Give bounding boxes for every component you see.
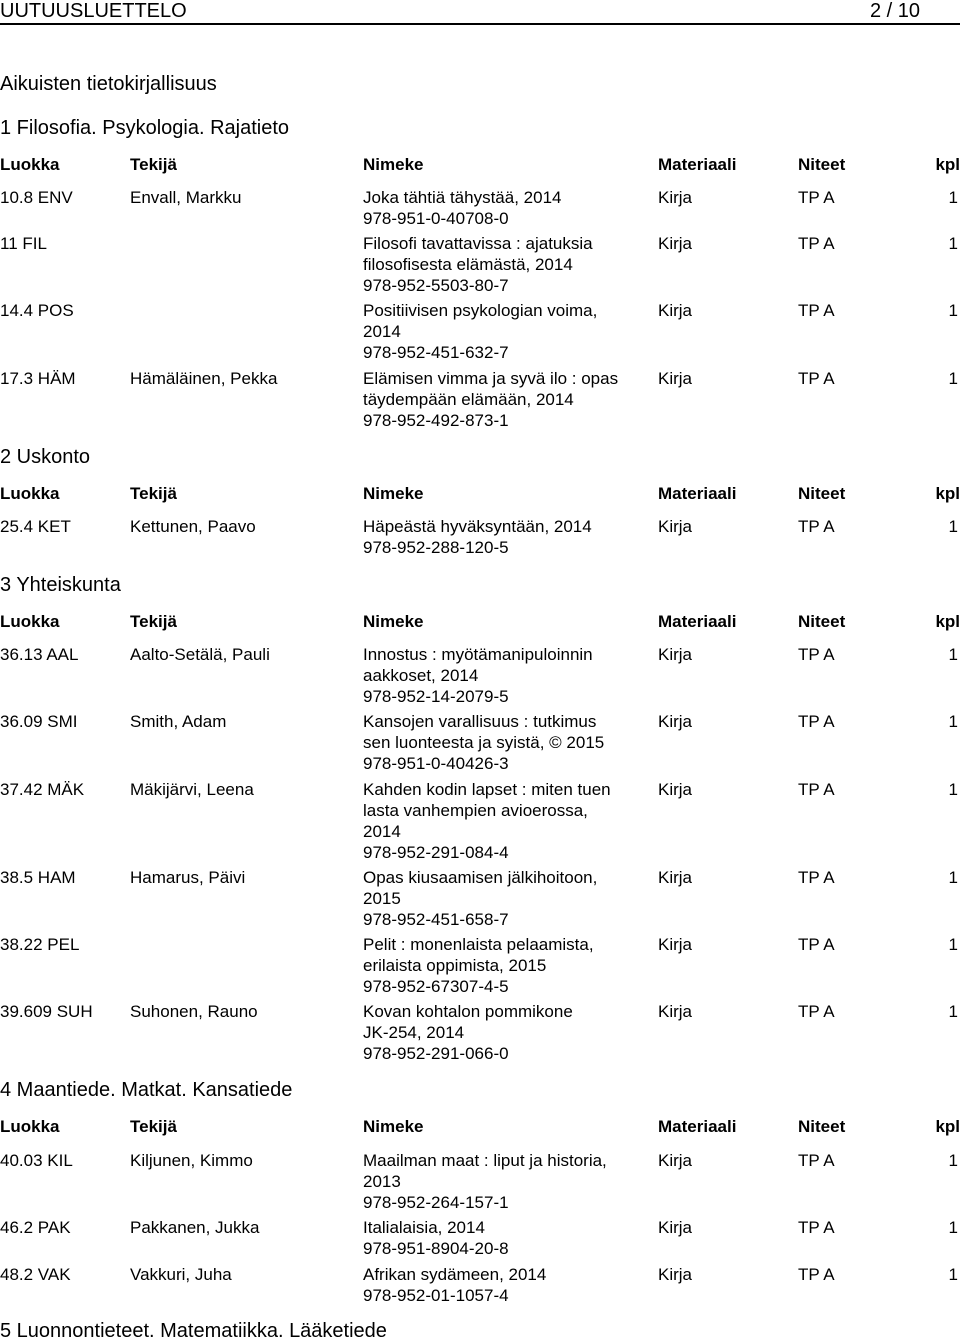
column-header-tekija: Tekijä (130, 1117, 177, 1136)
title-cell (363, 711, 643, 774)
title-line: Joka tähtiä tähystää, 2014 (363, 188, 562, 207)
title-line: täydempään elämään, 2014 (363, 390, 574, 409)
title-cell (363, 779, 643, 863)
table-row (0, 1001, 960, 1064)
author: Aalto-Setälä, Pauli (130, 645, 270, 664)
location: TP A (798, 780, 835, 799)
catalog-section (0, 116, 960, 430)
column-header-kpl: kpl (935, 155, 960, 174)
title-cell (363, 1150, 643, 1213)
section-title: 5 Luonnontieteet. Matematiikka. Lääketiede (0, 1320, 387, 1341)
copy-count: 1 (948, 301, 958, 320)
call-number: 48.2 VAK (0, 1265, 71, 1284)
title-line: sen luonteesta ja syistä, © 2015 (363, 733, 605, 752)
copy-count: 1 (948, 780, 958, 799)
material: Kirja (658, 1151, 693, 1170)
catalog-section (0, 573, 960, 1063)
title-cell (363, 644, 643, 707)
title-line: Maailman maat : liput ja historia, (363, 1151, 607, 1170)
call-number: 14.4 POS (0, 301, 74, 320)
table-row (0, 934, 960, 997)
location: TP A (798, 712, 835, 731)
title-cell (363, 233, 643, 296)
section-title: 1 Filosofia. Psykologia. Rajatieto (0, 117, 290, 139)
copy-count: 1 (948, 517, 958, 536)
table-row (0, 368, 960, 431)
column-header-row (0, 1116, 960, 1137)
title-line: 2014 (363, 322, 401, 341)
copy-count: 1 (948, 1002, 958, 1021)
location: TP A (798, 517, 835, 536)
copy-count: 1 (948, 868, 958, 887)
table-row (0, 779, 960, 863)
table-row (0, 516, 960, 558)
location: TP A (798, 935, 835, 954)
catalog-section (0, 1319, 960, 1341)
material: Kirja (658, 935, 693, 954)
title-line: Filosofi tavattavissa : ajatuksia (363, 234, 593, 253)
table-row (0, 1150, 960, 1213)
column-header-niteet: Niteet (798, 1117, 846, 1136)
material: Kirja (658, 1002, 693, 1021)
title-line: 2015 (363, 889, 401, 908)
call-number: 38.5 HAM (0, 868, 76, 887)
column-header-row (0, 611, 960, 632)
author: Kettunen, Paavo (130, 517, 256, 536)
isbn: 978-952-264-157-1 (363, 1193, 509, 1212)
table-row (0, 300, 960, 363)
material: Kirja (658, 868, 693, 887)
call-number: 36.09 SMI (0, 712, 78, 731)
copy-count: 1 (948, 234, 958, 253)
location: TP A (798, 188, 835, 207)
column-header-row (0, 154, 960, 175)
column-header-nimeke: Nimeke (363, 155, 424, 174)
call-number: 10.8 ENV (0, 188, 73, 207)
material: Kirja (658, 188, 693, 207)
location: TP A (798, 369, 835, 388)
table-row (0, 867, 960, 930)
title-line: 2013 (363, 1172, 401, 1191)
material: Kirja (658, 645, 693, 664)
isbn: 978-951-0-40708-0 (363, 209, 509, 228)
column-header-luokka: Luokka (0, 155, 60, 174)
isbn: 978-952-291-066-0 (363, 1044, 509, 1063)
isbn: 978-952-451-632-7 (363, 343, 509, 362)
column-header-niteet: Niteet (798, 155, 846, 174)
title-cell (363, 1217, 643, 1259)
author: Vakkuri, Juha (130, 1265, 232, 1284)
isbn: 978-952-451-658-7 (363, 910, 509, 929)
isbn: 978-952-288-120-5 (363, 538, 509, 557)
section-title: 4 Maantiede. Matkat. Kansatiede (0, 1079, 293, 1101)
column-header-tekija: Tekijä (130, 612, 177, 631)
column-header-luokka: Luokka (0, 484, 60, 503)
title-cell (363, 1001, 643, 1064)
section-title: 2 Uskonto (0, 446, 91, 468)
title-line: erilaista oppimista, 2015 (363, 956, 547, 975)
call-number: 17.3 HÄM (0, 369, 76, 388)
page-header (0, 0, 960, 25)
column-header-nimeke: Nimeke (363, 1117, 424, 1136)
title-cell (363, 187, 643, 229)
title-line: Positiivisen psykologian voima, (363, 301, 598, 320)
author: Hämäläinen, Pekka (130, 369, 278, 388)
table-row (0, 1217, 960, 1259)
title-line: Innostus : myötämanipuloinnin (363, 645, 593, 664)
material: Kirja (658, 712, 693, 731)
title-line: Opas kiusaamisen jälkihoitoon, (363, 868, 598, 887)
copy-count: 1 (948, 1218, 958, 1237)
location: TP A (798, 868, 835, 887)
table-row (0, 644, 960, 707)
copy-count: 1 (948, 935, 958, 954)
copy-count: 1 (948, 1265, 958, 1284)
catalog-section (0, 445, 960, 557)
catalog-section (0, 1078, 960, 1305)
table-row (0, 711, 960, 774)
author: Kiljunen, Kimmo (130, 1151, 253, 1170)
column-header-luokka: Luokka (0, 1117, 60, 1136)
call-number: 25.4 KET (0, 517, 71, 536)
call-number: 11 FIL (0, 234, 47, 253)
author: Mäkijärvi, Leena (130, 780, 254, 799)
title-line: Elämisen vimma ja syvä ilo : opas (363, 369, 619, 388)
call-number: 37.42 MÄK (0, 780, 85, 799)
title-cell (363, 1264, 643, 1306)
location: TP A (798, 645, 835, 664)
material: Kirja (658, 780, 693, 799)
title-cell (363, 867, 643, 930)
title-line: aakkoset, 2014 (363, 666, 479, 685)
isbn: 978-952-5503-80-7 (363, 276, 509, 295)
location: TP A (798, 1002, 835, 1021)
material: Kirja (658, 369, 693, 388)
title-line: filosofisesta elämästä, 2014 (363, 255, 573, 274)
isbn: 978-952-492-873-1 (363, 411, 509, 430)
column-header-kpl: kpl (935, 612, 960, 631)
column-header-tekija: Tekijä (130, 155, 177, 174)
title-line: Kahden kodin lapset : miten tuen (363, 780, 611, 799)
isbn: 978-952-14-2079-5 (363, 687, 509, 706)
call-number: 36.13 AAL (0, 645, 79, 664)
call-number: 38.22 PEL (0, 935, 80, 954)
title-line: Italialaisia, 2014 (363, 1218, 485, 1237)
column-header-materiaali: Materiaali (658, 484, 737, 503)
column-header-row (0, 483, 960, 504)
column-header-kpl: kpl (935, 484, 960, 503)
material: Kirja (658, 234, 693, 253)
column-header-tekija: Tekijä (130, 484, 177, 503)
column-header-niteet: Niteet (798, 612, 846, 631)
material: Kirja (658, 1265, 693, 1284)
location: TP A (798, 1151, 835, 1170)
material: Kirja (658, 301, 693, 320)
author: Smith, Adam (130, 712, 227, 731)
copy-count: 1 (948, 645, 958, 664)
isbn: 978-952-291-084-4 (363, 843, 509, 862)
author: Hamarus, Päivi (130, 868, 246, 887)
title-line: lasta vanhempien avioerossa, (363, 801, 588, 820)
location: TP A (798, 234, 835, 253)
isbn: 978-951-8904-20-8 (363, 1239, 509, 1258)
title-line: Kovan kohtalon pommikone (363, 1002, 573, 1021)
author: Suhonen, Rauno (130, 1002, 258, 1021)
table-row (0, 1264, 960, 1306)
column-header-kpl: kpl (935, 1117, 960, 1136)
title-cell (363, 934, 643, 997)
column-header-materiaali: Materiaali (658, 1117, 737, 1136)
call-number: 39.609 SUH (0, 1002, 93, 1021)
copy-count: 1 (948, 712, 958, 731)
isbn: 978-952-01-1057-4 (363, 1286, 509, 1305)
copy-count: 1 (948, 369, 958, 388)
material: Kirja (658, 517, 693, 536)
title-cell (363, 300, 643, 363)
column-header-nimeke: Nimeke (363, 484, 424, 503)
page-number: 2 / 10 (869, 0, 920, 22)
document-title: UUTUUSLUETTELO (0, 0, 187, 22)
column-header-niteet: Niteet (798, 484, 846, 503)
location: TP A (798, 1265, 835, 1284)
call-number: 40.03 KIL (0, 1151, 73, 1170)
author: Pakkanen, Jukka (130, 1218, 260, 1237)
title-line: Pelit : monenlaista pelaamista, (363, 935, 594, 954)
material: Kirja (658, 1218, 693, 1237)
call-number: 46.2 PAK (0, 1218, 71, 1237)
author: Envall, Markku (130, 188, 242, 207)
column-header-nimeke: Nimeke (363, 612, 424, 631)
isbn: 978-951-0-40426-3 (363, 754, 509, 773)
location: TP A (798, 301, 835, 320)
title-cell (363, 516, 643, 558)
table-row (0, 187, 960, 229)
location: TP A (798, 1218, 835, 1237)
title-line: 2014 (363, 822, 401, 841)
table-row (0, 233, 960, 296)
column-header-luokka: Luokka (0, 612, 60, 631)
title-line: JK-254, 2014 (363, 1023, 465, 1042)
title-cell (363, 368, 643, 431)
copy-count: 1 (948, 1151, 958, 1170)
section-title: 3 Yhteiskunta (0, 574, 121, 596)
title-line: Kansojen varallisuus : tutkimus (363, 712, 597, 731)
catalog-title: Aikuisten tietokirjallisuus (0, 73, 217, 95)
title-line: Afrikan sydämeen, 2014 (363, 1265, 547, 1284)
column-header-materiaali: Materiaali (658, 155, 737, 174)
isbn: 978-952-67307-4-5 (363, 977, 509, 996)
column-header-materiaali: Materiaali (658, 612, 737, 631)
title-line: Häpeästä hyväksyntään, 2014 (363, 517, 592, 536)
copy-count: 1 (948, 188, 958, 207)
